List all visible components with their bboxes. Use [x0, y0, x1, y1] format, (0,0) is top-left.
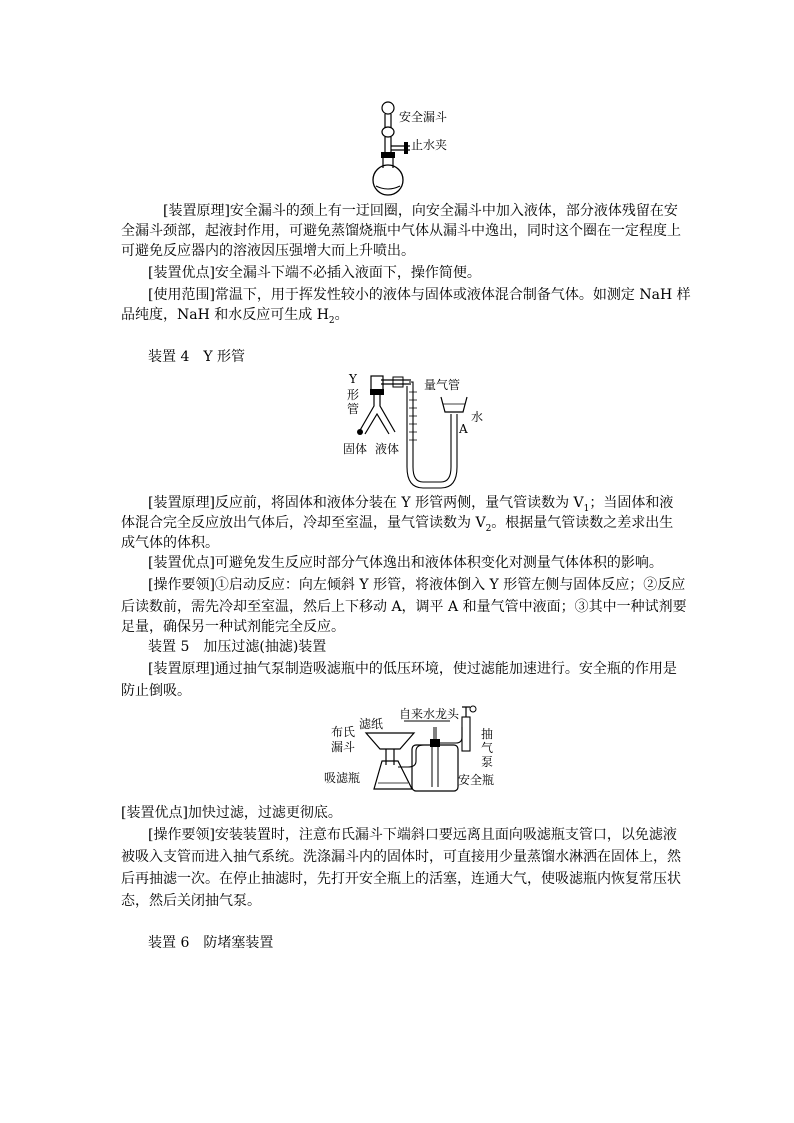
gas-tube-label: 量气管: [424, 378, 461, 392]
buchner-label-2: 漏斗: [331, 740, 356, 754]
safety-bottle-label: 安全瓶: [458, 773, 495, 787]
y-tube-label-guan: 管: [347, 402, 360, 416]
principle-line-1: [装置原理]安全漏斗的颈上有一迂回圈，向安全漏斗中加入液体，部分液体残留在安: [163, 203, 678, 219]
y-ops-line-3: 足量，确保另一种试剂能完全反应。: [121, 619, 345, 635]
filter-advantage-line: [装置优点]加快过滤，过滤更彻底。: [121, 805, 342, 821]
a-label: A: [459, 422, 468, 436]
water-label: 水: [471, 410, 484, 424]
y-ops-line-1: [操作要领]①启动反应：向左倾斜 Y 形管，将液体倒入 Y 形管左侧与固体反应；②反应: [148, 577, 686, 593]
scope-line-2: 品纯度，NaH 和水反应可生成 $H_2$。: [121, 307, 349, 326]
y-tube-figure: [341, 372, 501, 492]
principle-line-2: 全漏斗颈部，起液封作用，可避免蒸馏烧瓶中气体从漏斗中逸出，同时这个圈在一定程度上: [121, 223, 681, 239]
filter-principle-line-2: 防止倒吸。: [121, 683, 191, 699]
solid-label: 固体: [343, 442, 368, 456]
tap-label: 自来水龙头: [399, 707, 460, 721]
y-tube-label-xing: 形: [347, 388, 360, 402]
pump-label-3: 泵: [481, 755, 494, 769]
buchner-label-1: 布氏: [331, 725, 356, 739]
y-advantage-line: [装置优点]可避免发生反应时部分气体逸出和液体体积变化对测量气体体积的影响。: [148, 555, 663, 571]
filter-ops-line-4: 态，然后关闭抽气泵。: [121, 893, 261, 909]
pump-label-1: 抽: [481, 727, 494, 741]
filter-paper-label: 滤纸: [359, 717, 384, 731]
filter-ops-line-2: 被吸入支管而进入抽气系统。洗涤漏斗内的固体时，可直接用少量蒸馏水淋洒在固体上，然: [121, 849, 681, 865]
y-tube-label-y: Y: [349, 372, 357, 386]
y-ops-line-2: 后读数前，需先冷却至室温，然后上下移动 A，调平 A 和量气管中液面；③其中一种试剂要: [121, 599, 687, 615]
water-clamp-label: 止水夹: [411, 138, 448, 152]
suction-filtration-figure: [326, 703, 496, 795]
advantage-line: [装置优点]安全漏斗下端不必插入液面下，操作简便。: [148, 265, 481, 281]
section6-heading: 装置 6 防堵塞装置: [148, 935, 274, 951]
filter-principle-line-1: [装置原理]通过抽气泵制造吸滤瓶中的低压环境，使过滤能加速进行。安全瓶的作用是: [148, 661, 677, 677]
y-principle-line-2: 体混合完全反应放出气体后，冷却至室温，量气管读数为 $V_2$。根据量气管读数之差求出生: [121, 515, 674, 534]
pump-label-2: 气: [481, 741, 494, 755]
section5-heading: 装置 5 加压过滤(抽滤)装置: [148, 639, 327, 655]
safety-funnel-figure: [368, 98, 478, 198]
filter-ops-line-3: 后再抽滤一次。在停止抽滤时，先打开安全瓶上的活塞，连通大气，使吸滤瓶内恢复常压状: [121, 871, 681, 887]
suction-flask-label: 吸滤瓶: [324, 771, 361, 785]
scope-line-1: [使用范围]常温下，用于挥发性较小的液体与固体或液体混合制备气体。如测定 NaH 样: [148, 287, 691, 303]
safety-funnel-label: 安全漏斗: [399, 110, 448, 124]
section4-heading: 装置 4 Y 形管: [148, 349, 246, 365]
liquid-label: 液体: [375, 442, 400, 456]
filter-ops-line-1: [操作要领]安装装置时，注意布氏漏斗下端斜口要远离且面向吸滤瓶支管口，以免滤液: [148, 827, 677, 843]
principle-line-3: 可避免反应器内的溶液因压强增大而上升喷出。: [121, 243, 415, 259]
y-principle-line-3: 成气体的体积。: [121, 535, 219, 551]
y-principle-line-1: [装置原理]反应前，将固体和液体分装在 Y 形管两侧，量气管读数为 $V_1$；当固体和液: [148, 495, 674, 514]
